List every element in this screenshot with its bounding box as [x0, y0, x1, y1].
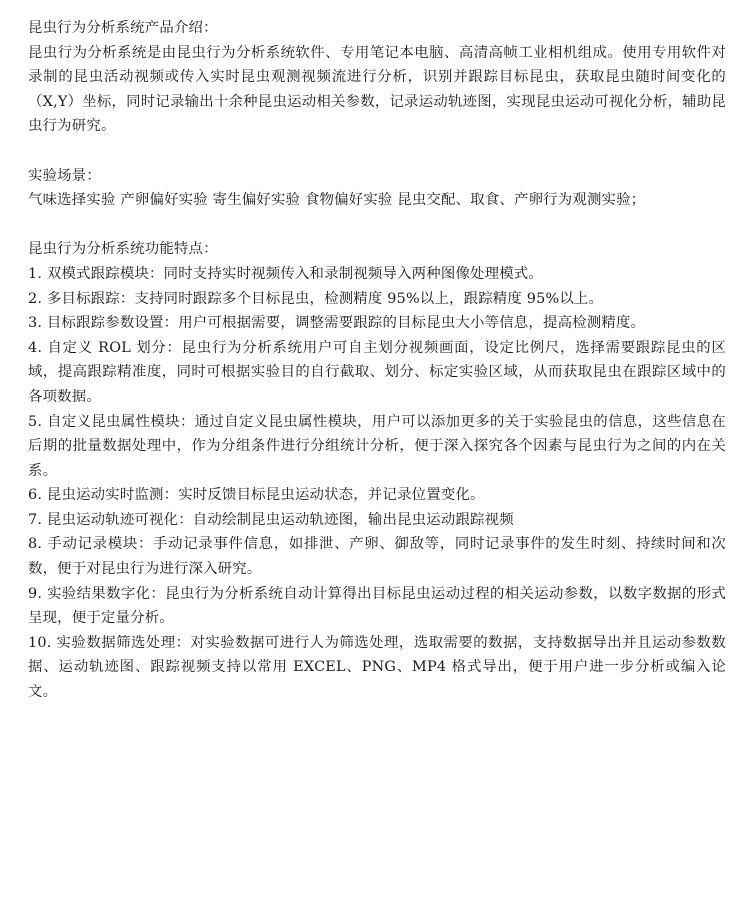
feature-item-3: 3. 目标跟踪参数设置：用户可根据需要，调整需要跟踪的目标昆虫大小等信息，提高检测精度。 — [28, 315, 646, 332]
scenes-paragraph: 气味选择实验 产卵偏好实验 寄生偏好实验 食物偏好实验 昆虫交配、取食、产卵行为观测实验； — [28, 192, 646, 209]
scenes-heading: 实验场景： — [28, 167, 101, 184]
spacer — [28, 213, 726, 238]
spacer — [28, 139, 726, 164]
feature-item-4: 4. 自定义 ROL 划分：昆虫行为分析系统用户可自主划分视频画面，设定比例尺，选择需要跟踪昆虫的区域，提高跟踪精准度，同时可根据实验目的自行截取、划分、标定实验区域，从而获取昆虫在跟踪区域中的各项数据。 — [28, 339, 726, 405]
feature-item-10: 10. 实验数据筛选处理：对实验数据可进行人为筛选处理，选取需要的数据，支持数据导出并且运动参数数据、运动轨迹图、跟踪视频支持以常用 EXCEL、PNG、MP4 格式导出，便于用户进一步分析或编入论文。 — [28, 634, 726, 701]
feature-item-6: 6. 昆虫运动实时监测：实时反馈目标昆虫运动状态，并记录位置变化。 — [28, 487, 485, 504]
features-heading: 昆虫行为分析系统功能特点： — [28, 241, 218, 258]
feature-item-2: 2. 多目标跟踪：支持同时跟踪多个目标昆虫，检测精度 95%以上，跟踪精度 95%以上。 — [28, 290, 604, 307]
feature-item-5: 5. 自定义昆虫属性模块：通过自定义昆虫属性模块，用户可以添加更多的关于实验昆虫的信息，这些信息在后期的批量数据处理中，作为分组条件进行分组统计分析，便于深入探究各个因素与昆虫行为之间的内在关系。 — [28, 413, 726, 479]
feature-item-9: 9. 实验结果数字化：昆虫行为分析系统自动计算得出目标昆虫运动过程的相关运动参数，以数字数据的形式呈现，便于定量分析。 — [28, 585, 726, 627]
feature-item-8: 8. 手动记录模块：手动记录事件信息，如排泄、产卵、御敌等，同时记录事件的发生时刻、持续时间和次数，便于对昆虫行为进行深入研究。 — [28, 536, 726, 578]
feature-item-1: 1. 双模式跟踪模块：同时支持实时视频传入和录制视频导入两种图像处理模式。 — [28, 265, 543, 282]
intro-heading: 昆虫行为分析系统产品介绍： — [28, 20, 218, 36]
document-body — [28, 16, 726, 705]
features-list — [28, 262, 726, 705]
feature-item-7: 7. 昆虫运动轨迹可视化：自动绘制昆虫运动轨迹图，输出昆虫运动跟踪视频 — [28, 511, 514, 528]
intro-paragraph: 昆虫行为分析系统是由昆虫行为分析系统软件、专用笔记本电脑、高清高帧工业相机组成。使用专用软件对录制的昆虫活动视频或传入实时昆虫观测视频流进行分析，识别并跟踪目标昆虫，获取昆虫随时间变化的（X,Y）坐标，同时记录输出十余种昆虫运动相关参数，记录运动轨迹图，实现昆虫运动可视化分析，辅助昆虫行为研究。 — [28, 44, 726, 135]
